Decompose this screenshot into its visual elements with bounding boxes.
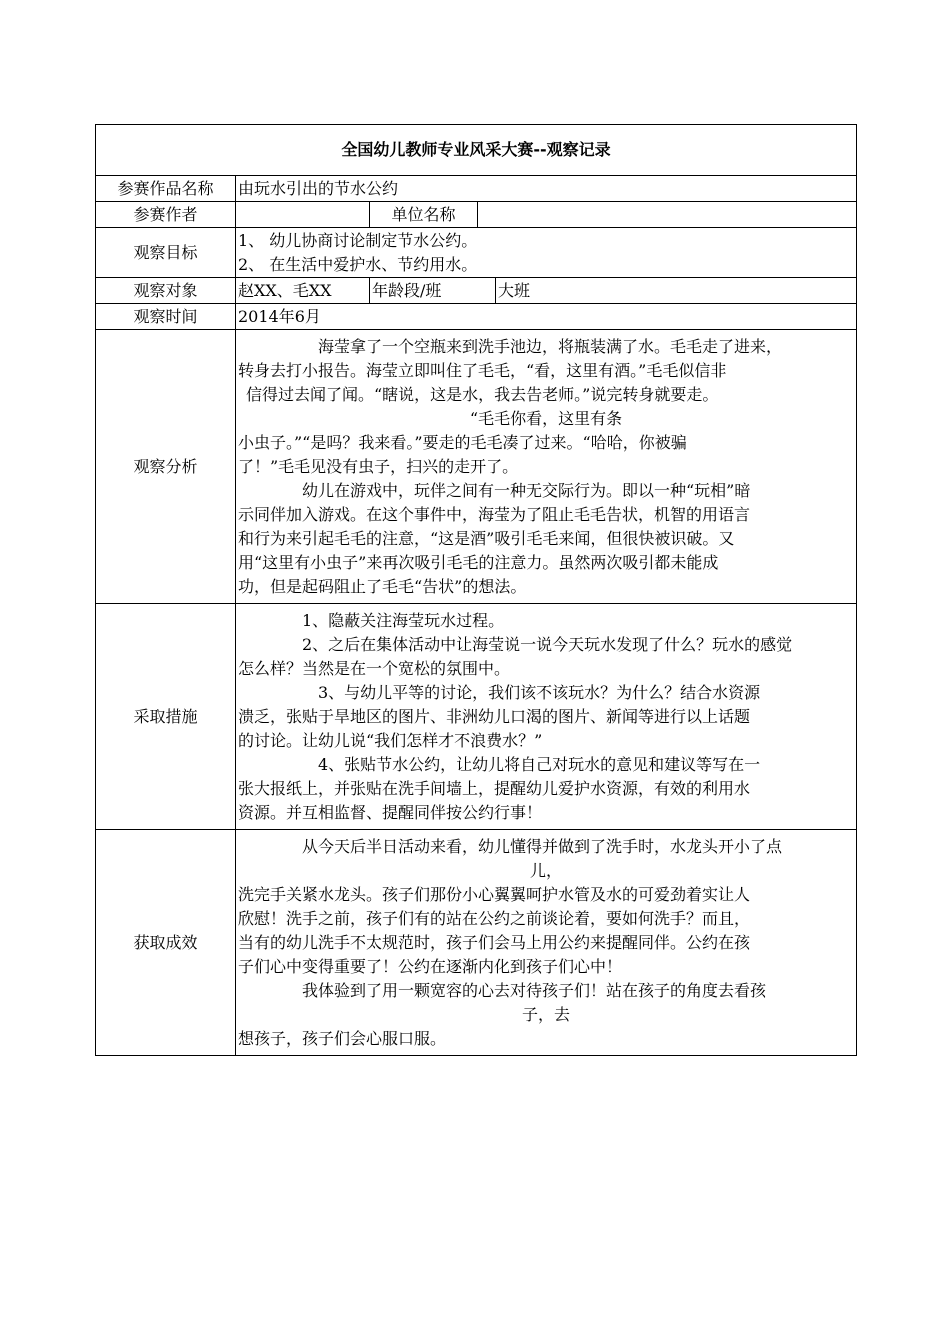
measures-line: 溃乏，张贴于旱地区的图片、非洲幼儿口渴的图片、新闻等进行以上话题 [238,706,751,726]
results-line: 我体验到了用一颗宽容的心去对待孩子们！站在孩子的角度去看孩 [302,980,767,1000]
author-value [236,202,370,228]
results-line: 儿， [529,860,562,880]
goals-label: 观察目标 [96,228,236,278]
measures-line: 怎么样？当然是在一个宽松的氛围中。 [238,658,511,678]
analysis-line: 示同伴加入游戏。在这个事件中，海莹为了阻止毛毛告状，机智的用语言 [238,504,751,524]
results-line: 欣慰！洗手之前，孩子们有的站在公约之前谈论着，要如何洗手？而且， [238,908,751,928]
measures-line: 的讨论。让幼儿说“我们怎样才不浪费水？” [238,730,543,750]
analysis-line: 幼儿在游戏中，玩伴之间有一种无交际行为。即以一种“玩相”暗 [302,480,751,500]
measures-line: 资源。并互相监督、提醒同伴按公约行事！ [238,802,543,822]
results-line: 从今天后半日活动来看，幼儿懂得并做到了洗手时，水龙头开小了点 [302,836,783,856]
measures-line: 2、之后在集体活动中让海莹说一说今天玩水发现了什么？玩水的感觉 [302,634,793,654]
goal-item: 1、 幼儿协商讨论制定节水公约。 [238,230,478,250]
form-title: 全国幼儿教师专业风采大赛--观察记录 [96,125,857,176]
analysis-line: 功，但是起码阻止了毛毛“告状”的想法。 [238,576,527,596]
age-class-label: 年龄段/班 [370,278,496,304]
goals-list [236,228,857,278]
unit-name-label: 单位名称 [370,202,478,228]
subject-label: 观察对象 [96,278,236,304]
measures-line: 3、与幼儿平等的讨论，我们该不该玩水？为什么？结合水资源 [318,682,761,702]
record-table [95,124,857,1056]
measures-label: 采取措施 [96,604,236,830]
measures-line: 张大报纸上，并张贴在洗手间墙上，提醒幼儿爱护水资源，有效的利用水 [238,778,751,798]
age-class-value: 大班 [496,278,857,304]
results-text [236,830,857,1056]
subject-value: 赵XX、毛XX [236,278,370,304]
analysis-line: 小虫子。”“是吗？我来看。”要走的毛毛凑了过来。“哈哈，你被骗 [238,432,687,452]
observation-record-form [95,124,856,1056]
analysis-line: 转身去打小报告。海莹立即叫住了毛毛，“看，这里有酒。”毛毛似信非 [238,360,727,380]
author-label: 参赛作者 [96,202,236,228]
measures-text [236,604,857,830]
results-line: 洗完手关紧水龙头。孩子们那份小心翼翼呵护水管及水的可爱劲着实让人 [238,884,751,904]
time-label: 观察时间 [96,304,236,330]
analysis-text [236,330,857,604]
entry-name-label: 参赛作品名称 [96,176,236,202]
measures-line: 4、张贴节水公约，让幼儿将自己对玩水的意见和建议等写在一 [318,754,761,774]
results-line: 当有的幼儿洗手不太规范时，孩子们会马上用公约来提醒同伴。公约在孩 [238,932,751,952]
time-value: 2014年6月 [236,304,857,330]
unit-name-value [478,202,857,228]
analysis-line: 信得过去闻了闻。“瞎说，这是水，我去告老师。”说完转身就要走。 [246,384,719,404]
results-line: 子们心中变得重要了！公约在逐渐内化到孩子们心中！ [238,956,623,976]
results-line: 子，去 [521,1004,570,1024]
analysis-line: 用“这里有小虫子”来再次吸引毛毛的注意力。虽然两次吸引都未能成 [238,552,719,572]
analysis-line: 海莹拿了一个空瓶来到洗手池边，将瓶装满了水。毛毛走了进来， [318,336,783,356]
analysis-label: 观察分析 [96,330,236,604]
results-label: 获取成效 [96,830,236,1056]
analysis-line: 了！”毛毛见没有虫子，扫兴的走开了。 [238,456,519,476]
analysis-line: 和行为来引起毛毛的注意，“这是酒”吸引毛毛来闻，但很快被识破。又 [238,528,735,548]
analysis-line: “毛毛你看，这里有条 [469,408,623,428]
entry-name-value: 由玩水引出的节水公约 [236,176,857,202]
measures-line: 1、隐蔽关注海莹玩水过程。 [302,610,505,630]
goal-item: 2、 在生活中爱护水、节约用水。 [238,254,478,274]
results-line: 想孩子，孩子们会心服口服。 [238,1028,447,1048]
